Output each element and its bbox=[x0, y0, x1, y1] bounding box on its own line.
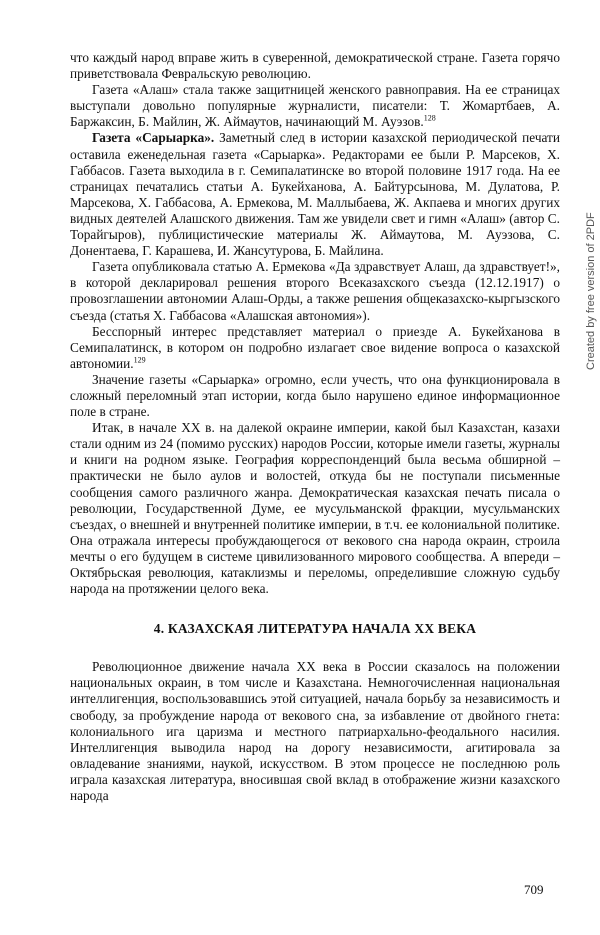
footnote-ref-128: 128 bbox=[423, 113, 436, 123]
watermark-text: Created by free version of 2PDF bbox=[585, 212, 597, 370]
paragraph-2 bbox=[70, 82, 560, 130]
paragraph-7-text: Итак, в начале XX в. на далекой окраине империи, какой был Казахстан, казахи стали одним из 24 (помимо русских) народов России, которые имели газеты, журналы и книги на родном языке. География корреспонденций была весьма обширной – практически не было аулов и волостей, откуда бы не поступали письменные сообщения самого различного жанра. Демократическая казахская печать писала о революции, Государственной Думе, ее мусульманской фракции, мусульманских съездах, о внешней и внутренней политике империи, в т.ч. ее колониальной политике. Она отражала интересы пробуждающегося от векового сна народа окраин, строила мечты о его будущем в системе цивилизованного мирового сообщества. А впереди – Октябрьская революция, катаклизмы и переломы, определившие сложную судьбу народа на протяжении целого века. bbox=[70, 420, 560, 597]
paragraph-4 bbox=[70, 259, 560, 323]
paragraph-7 bbox=[70, 420, 560, 597]
paragraph-8 bbox=[70, 659, 560, 804]
paragraph-6-text: Значение газеты «Сарыарка» огромно, если учесть, что она функционировала в сложный переломный этап истории, когда было нарушено единое информационное поле в стране. bbox=[70, 371, 560, 420]
page-number: 709 bbox=[524, 882, 544, 897]
paragraph-2-text: Газета «Алаш» стала также защитницей женского равноправия. На ее страницах выступали довольно популярные журналисти, писатели: Т. Жомартбаев, А. Баржаксин, Б. Майлин, Ж. Аймаутов, начинающий М. Ауэзов. bbox=[70, 82, 560, 130]
paragraph-5-text: Бесспорный интерес представляет материал о приезде А. Букейханова в Семипалатинск, в котором он подробно излагает свое видение вопроса о казахской автономии. bbox=[70, 323, 560, 371]
paragraph-5 bbox=[70, 324, 560, 372]
paragraph-6 bbox=[70, 372, 560, 420]
footnote-ref-129: 129 bbox=[133, 355, 146, 365]
body-text bbox=[70, 50, 560, 804]
section-runin-title: Газета «Сарыарка». bbox=[92, 130, 215, 146]
paragraph-1 bbox=[70, 50, 560, 82]
paragraph-3 bbox=[70, 130, 560, 259]
paragraph-4-text: Газета опубликовала статью А. Ермекова «Да здравствует Алаш, да здравствует!», в которой декларировал решения второго Всеказахского съезда (12.12.1917) о провозглашении автономии Алаш-Орды, а также решения общеказахско-кыргызского съезда (статья Х. Габбасова «Алашская автономия»). bbox=[70, 259, 560, 323]
section-heading: 4. КАЗАХСКАЯ ЛИТЕРАТУРА НАЧАЛА XX ВЕКА bbox=[153, 621, 477, 637]
paragraph-1-text: что каждый народ вправе жить в суверенной, демократической стране. Газета горячо приветствовала Февральскую революцию. bbox=[70, 50, 560, 82]
paragraph-3-text: Заметный след в истории казахской периодической печати оставила еженедельная газета «Сарыарка». Редакторами ее были Р. Марсеков, Х. Габбасов. Газета выходила в г. Семипалатинске во второй половине 1917 года. На ее страницах печатались статьи А. Букейханова, А. Байтурсынова, М. Дулатова, Р. Марсекова, Х. Габбасова, А. Ермекова, М. Маллыбаева, Ж. Акпаева и многих других видных деятелей Алашского движения. Там же увидели свет и гимн «Алаш» (автор С. Торайгыров), публицистические материалы Ж. Аймаутова, М. Ауэзова, С. Донентаева, Г. Карашева, И. Жансутурова, Б. Майлина. bbox=[70, 130, 560, 259]
paragraph-8-text: Революционное движение начала XX века в России сказалось на положении национальных окраин, в том числе и Казахстана. Немногочисленная национальная интеллигенция, воспользовавшись этой ситуацией, начала борьбу за независимость и свободу, за пробуждение народа от векового сна, за избавление от двойного гнета: колониального ига царизма и местного патриархально-феодального насилия. Интеллигенция выводила народ на дорогу независимости, агитировала за овладевание знаниями, наукой, искусством. В этом процессе не последнюю роль играла казахская литература, вносившая свой вклад в отображение жизни казахского народа bbox=[70, 659, 560, 804]
